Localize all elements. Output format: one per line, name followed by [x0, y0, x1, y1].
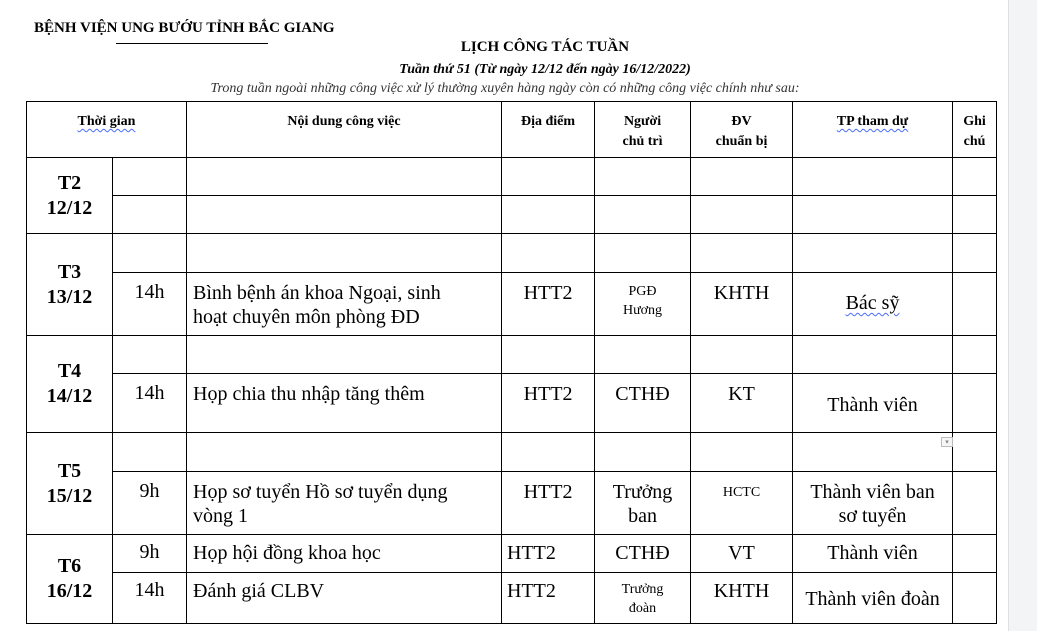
table-row	[27, 573, 997, 624]
cell-dropdown-handle-icon[interactable]: ▾	[941, 437, 953, 447]
day-cell-thu: T5 15/12	[27, 433, 113, 535]
hospital-name: BỆNH VIỆN UNG BƯỚU TỈNH BẮC GIANG	[34, 20, 335, 36]
schedule-title: LỊCH CÔNG TÁC TUẦN	[460, 39, 630, 55]
time-cell: 9h	[113, 535, 187, 573]
right-scroll-panel[interactable]	[1008, 0, 1037, 631]
chair-cell: PGĐ Hương	[595, 273, 691, 336]
participants-cell: Thành viên ban sơ tuyển	[793, 472, 953, 535]
task-cell: Họp sơ tuyển Hồ sơ tuyển dụng vòng 1	[187, 472, 502, 535]
participants-cell: Thành viên	[793, 535, 953, 573]
place-cell: HTT2	[502, 573, 595, 624]
participants-cell: Thành viên	[793, 374, 953, 433]
note-cell	[953, 374, 997, 433]
task-cell: Bình bệnh án khoa Ngoại, sinh hoạt chuyên môn phòng ĐD	[187, 273, 502, 336]
table-row	[27, 196, 997, 234]
place-cell: HTT2	[502, 535, 595, 573]
note-cell	[953, 573, 997, 624]
col-header-time: Thời gian	[27, 102, 187, 158]
chair-cell: CTHĐ	[595, 535, 691, 573]
chair-cell: Trưởng đoàn	[595, 573, 691, 624]
task-cell: Đánh giá CLBV	[187, 573, 502, 624]
day-cell-fri: T6 16/12	[27, 535, 113, 624]
col-header-content: Nội dung công việc	[187, 102, 502, 158]
note-cell	[953, 472, 997, 535]
table-row	[27, 158, 997, 196]
place-cell: HTT2	[502, 273, 595, 336]
chair-cell: CTHĐ	[595, 374, 691, 433]
table-row	[27, 234, 997, 273]
col-header-chair: Người chủ trì	[595, 102, 691, 158]
note-cell	[953, 273, 997, 336]
time-cell: 14h	[113, 573, 187, 624]
prep-cell: HCTC	[691, 472, 793, 535]
task-cell: Họp hội đồng khoa học	[187, 535, 502, 573]
chair-cell: Trưởng ban	[595, 472, 691, 535]
place-cell: HTT2	[502, 374, 595, 433]
day-cell-wed: T4 14/12	[27, 336, 113, 433]
day-cell-tue: T3 13/12	[27, 234, 113, 336]
participants-cell: Bác sỹ	[793, 273, 953, 336]
table-row	[27, 336, 997, 374]
task-cell: Họp chia thu nhập tăng thêm	[187, 374, 502, 433]
table-row	[27, 433, 997, 472]
week-subtitle: Tuần thứ 51 (Từ ngày 12/12 đến ngày 16/12/2022)	[399, 62, 691, 77]
table-row	[27, 535, 997, 573]
participants-cell: Thành viên đoàn	[793, 573, 953, 624]
prep-cell: KHTH	[691, 273, 793, 336]
prep-cell: KHTH	[691, 573, 793, 624]
col-header-participants: TP tham dự	[793, 102, 953, 158]
col-header-note: Ghi chú	[953, 102, 997, 158]
table-row	[27, 472, 997, 535]
table-row	[27, 273, 997, 336]
prep-cell: KT	[691, 374, 793, 433]
table-header-row	[27, 102, 997, 158]
place-cell: HTT2	[502, 472, 595, 535]
table-row	[27, 374, 997, 433]
time-cell: 9h	[113, 472, 187, 535]
day-cell-mon: T2 12/12	[27, 158, 113, 234]
note-cell	[953, 535, 997, 573]
schedule-table	[26, 101, 997, 624]
col-header-prep: ĐV chuẩn bị	[691, 102, 793, 158]
schedule-note: Trong tuần ngoài những công việc xử lý thường xuyên hàng ngày còn có những công việc chính như sau:	[210, 81, 800, 96]
header-rule	[116, 43, 268, 44]
col-header-place: Địa điểm	[502, 102, 595, 158]
prep-cell: VT	[691, 535, 793, 573]
time-cell: 14h	[113, 273, 187, 336]
time-cell: 14h	[113, 374, 187, 433]
